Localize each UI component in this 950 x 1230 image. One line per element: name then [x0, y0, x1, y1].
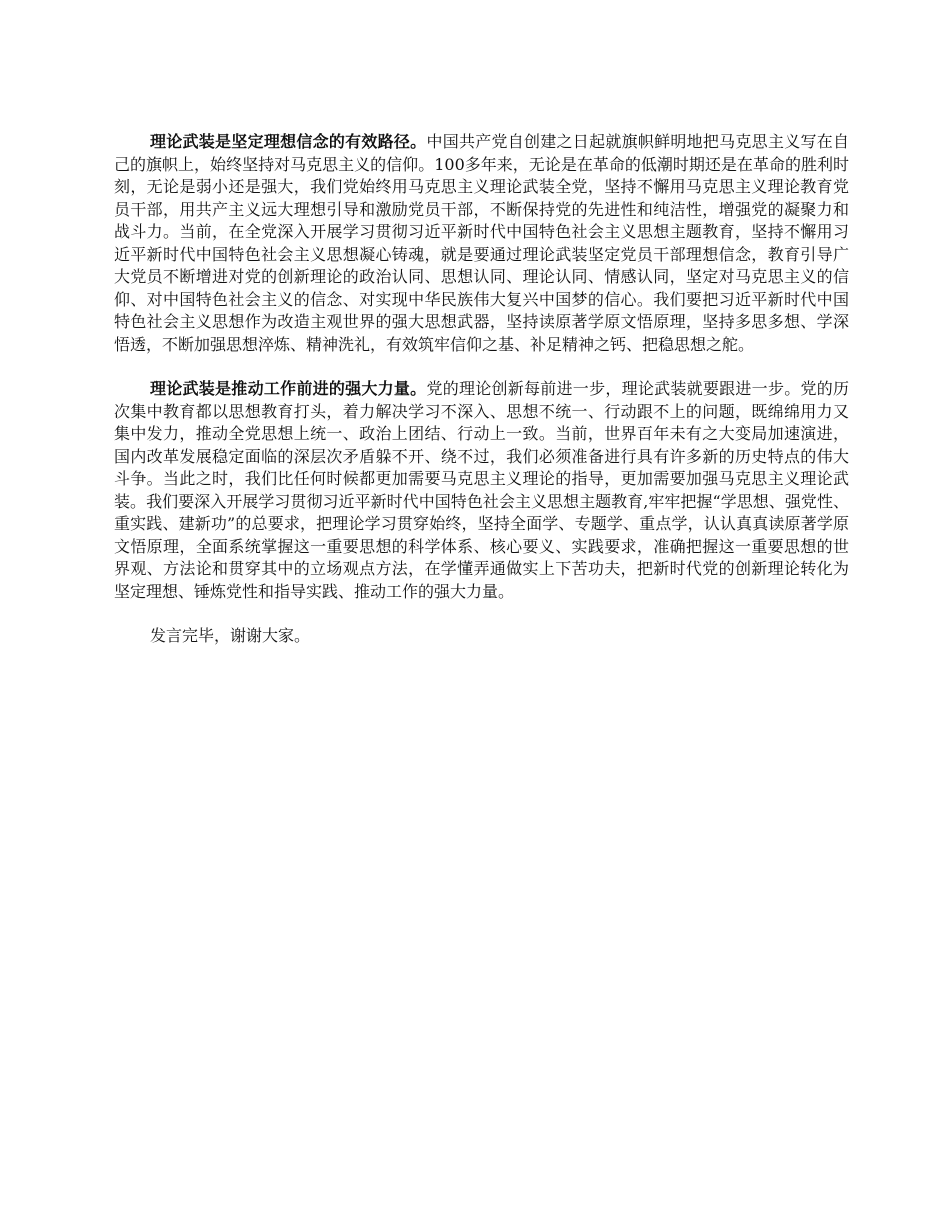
closing-remark: 发言完毕，谢谢大家。: [150, 626, 311, 645]
paragraph-2-body: 党的理论创新每前进一步，理论武装就要跟进一步。党的历次集中教育都以思想教育打头，着力解决学习不深入、思想不统一、行动跟不上的问题，既绵绵用力又集中发力，推动全党思想上统一、政治上团结、行动上一致。当前，世界百年未有之大变局加速演进，国内改革发展稳定面临的深层次矛盾躲不开、绕不过，我们必须准备进行具有许多新的历史特点的伟大斗争。当此之时，我们比任何时候都更加需要马克思主义理论的指导，更加需要加强马克思主义理论武装。我们要深入开展学习贯彻习近平新时代中国特色社会主义思想主题教育,牢牢把握“学思想、强党性、重实践、建新功”的总要求，把理论学习贯穿始终，坚持全面学、专题学、重点学，认认真真读原著学原文悟原理，全面系统掌握这一重要思想的科学体系、核心要义、实践要求，准确把握这一重要思想的世界观、方法论和贯穿其中的立场观点方法，在学懂弄通做实上下苦功夫，把新时代党的创新理论转化为坚定理想、锤炼党性和指导实践、推动工作的强大力量。: [114, 379, 849, 601]
paragraph-2-lead: 理论武装是推动工作前进的强大力量。: [150, 379, 427, 398]
paragraph-2: [114, 378, 849, 603]
paragraph-1: [114, 131, 849, 356]
paragraph-1-body: 中国共产党自创建之日起就旗帜鲜明地把马克思主义写在自己的旗帜上，始终坚持对马克思主义的信仰。100多年来，无论是在革命的低潮时期还是在革命的胜利时刻，无论是弱小还是强大，我们党始终用马克思主义理论武装全党，坚持不懈用马克思主义理论教育党员干部，用共产主义远大理想引导和激励党员干部，不断保持党的先进性和纯洁性，增强党的凝聚力和战斗力。当前，在全党深入开展学习贯彻习近平新时代中国特色社会主义思想主题教育，坚持不懈用习近平新时代中国特色社会主义思想凝心铸魂，就是要通过理论武装坚定党员干部理想信念，教育引导广大党员不断增进对党的创新理论的政治认同、思想认同、理论认同、情感认同，坚定对马克思主义的信仰、对中国特色社会主义的信念、对实现中华民族伟大复兴中国梦的信心。我们要把习近平新时代中国特色社会主义思想作为改造主观世界的强大思想武器，坚持读原著学原文悟原理，坚持多思多想、学深悟透，不断加强思想淬炼、精神洗礼，有效筑牢信仰之基、补足精神之钙、把稳思想之舵。: [114, 132, 849, 354]
document-body: [114, 131, 849, 648]
paragraph-1-lead: 理论武装是坚定理想信念的有效路径。: [150, 132, 427, 151]
